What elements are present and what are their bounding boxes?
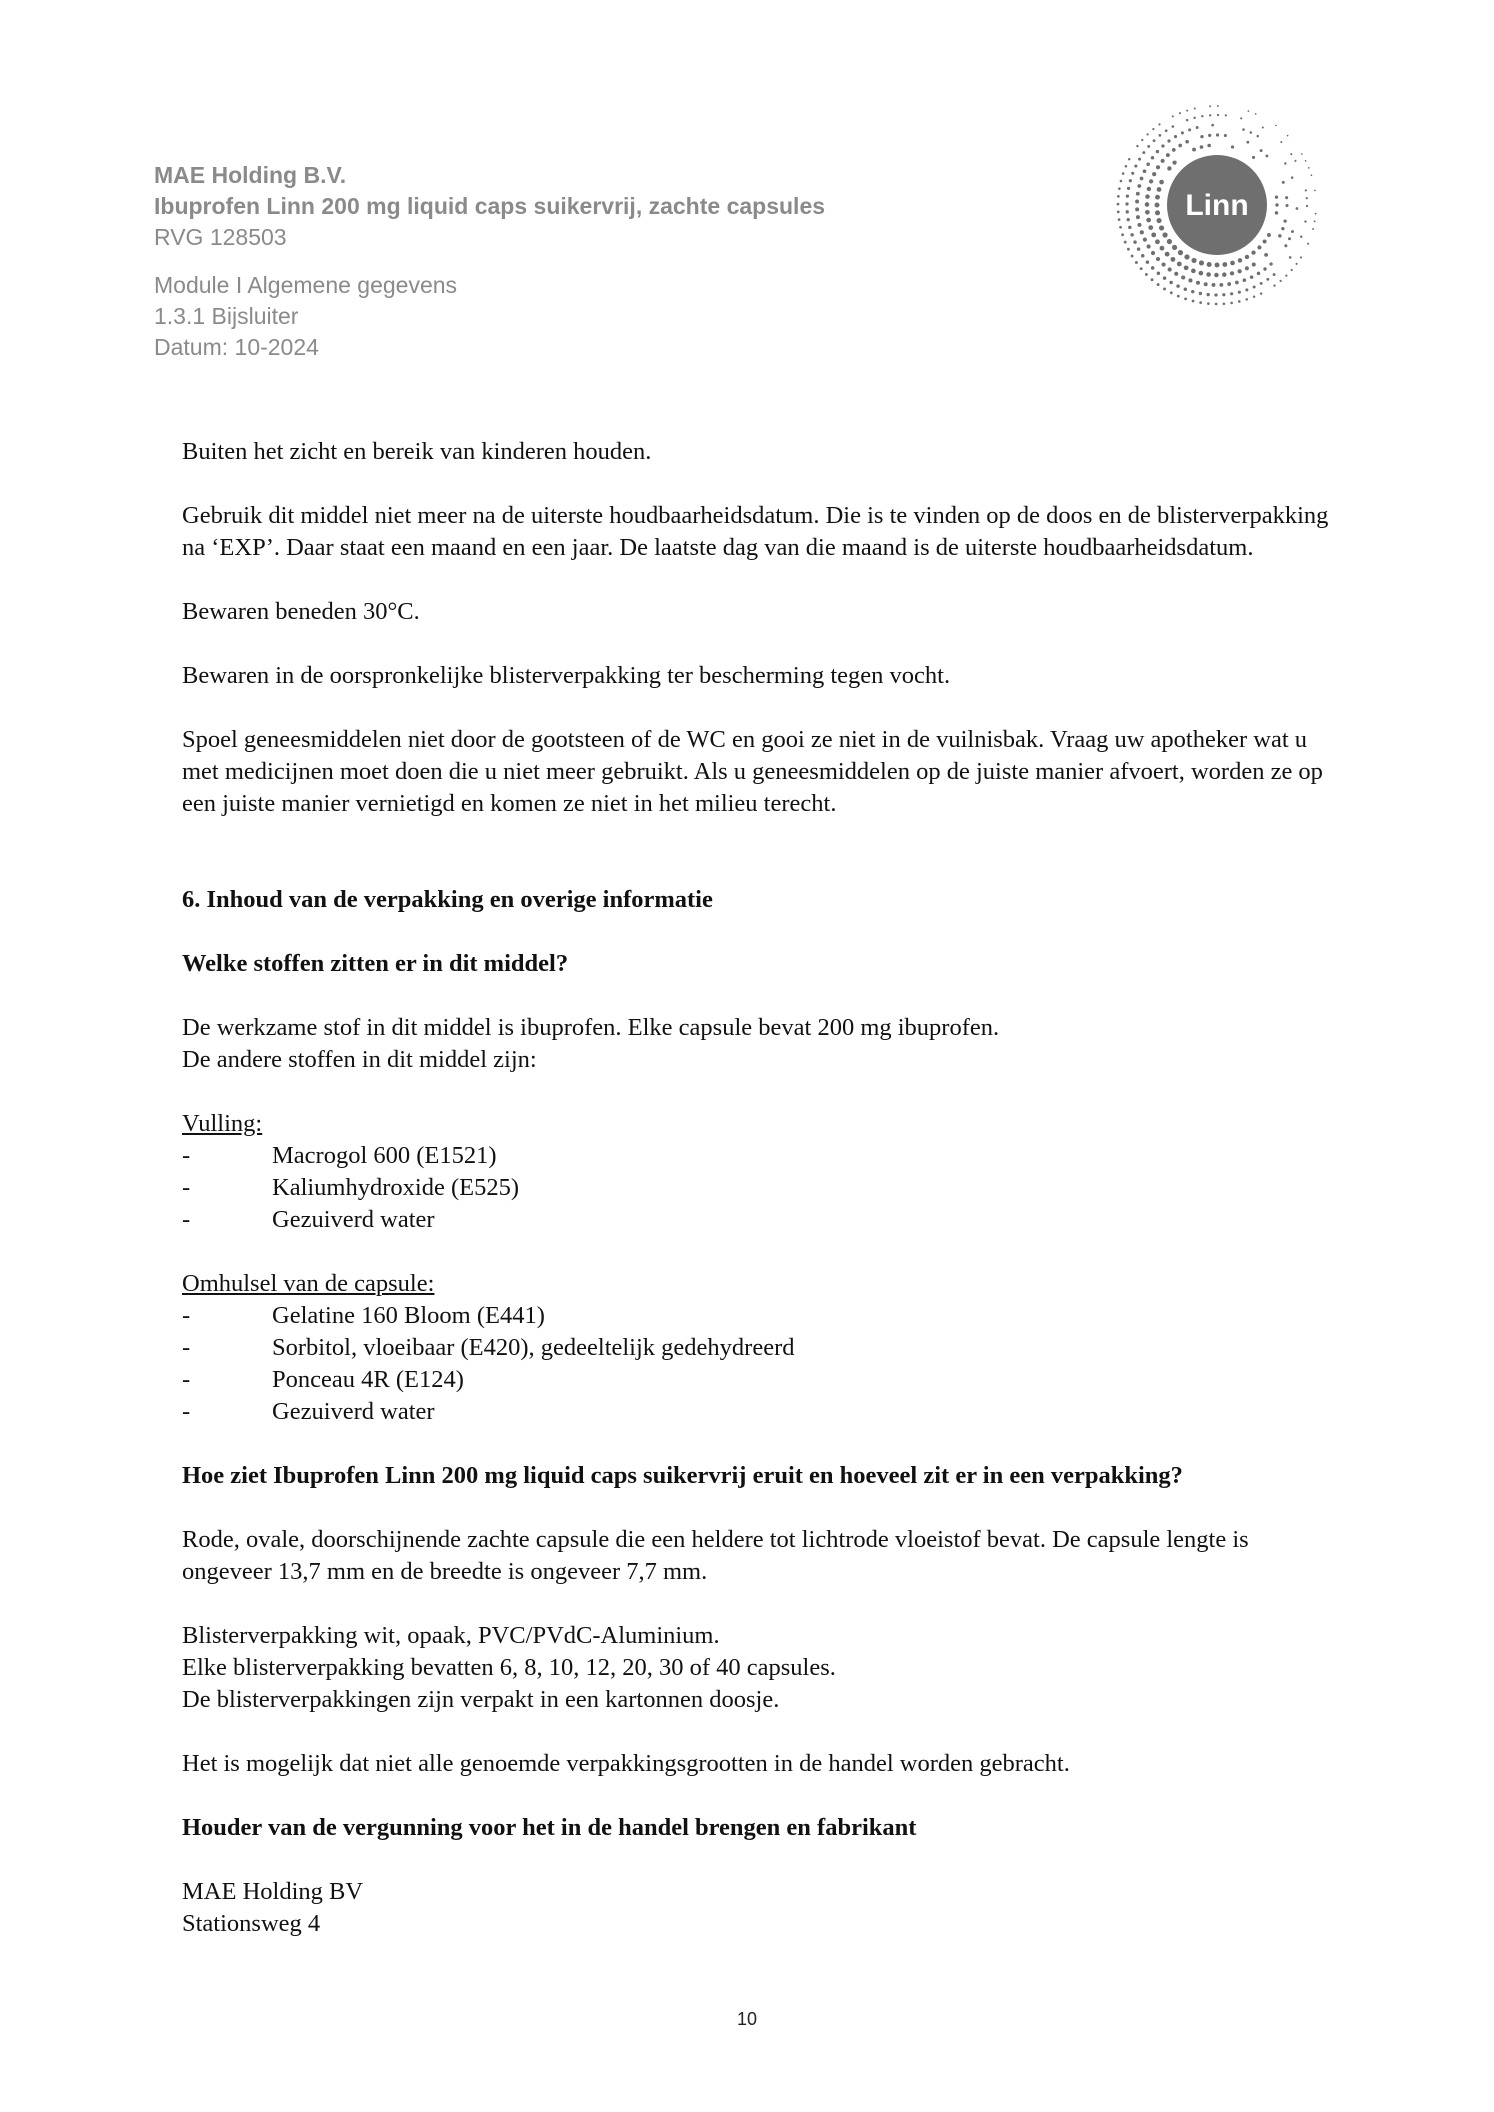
logo-dot (1290, 153, 1292, 155)
logo-dot (1214, 293, 1217, 296)
logo-dot (1207, 293, 1210, 296)
logo-dot (1222, 272, 1226, 276)
ingredient-text: Kaliumhydroxide (E525) (272, 1174, 519, 1201)
logo-dot (1314, 189, 1316, 191)
header-company: MAE Holding B.V. (154, 162, 347, 188)
list-dash: - (182, 1174, 191, 1201)
logo-dot (1184, 297, 1187, 300)
logo-dot (1157, 272, 1161, 276)
logo-dot (1163, 288, 1166, 291)
logo-dot (1165, 129, 1168, 132)
logo-dot (1245, 255, 1249, 259)
logo-dot (1231, 145, 1234, 148)
logo-dot (1155, 195, 1160, 200)
logo-dot (1147, 187, 1151, 191)
logo-dot (1147, 145, 1150, 148)
logo-dot (1230, 302, 1233, 305)
logo-dot (1191, 290, 1194, 293)
logo-dot (1178, 144, 1182, 148)
logo-dot (1257, 245, 1261, 249)
logo-dot (1300, 235, 1302, 237)
logo-dot (1176, 284, 1179, 287)
logo-dot (1156, 218, 1161, 223)
logo-dot (1163, 276, 1167, 280)
logo-dot (1151, 278, 1154, 281)
logo-dot (1215, 263, 1220, 268)
list-item (182, 1140, 1332, 1172)
logo-dot (1159, 134, 1162, 137)
logo-dot (1152, 128, 1154, 130)
logo-dot (1125, 202, 1128, 205)
logo-dot (1248, 110, 1250, 112)
logo-dot (1136, 215, 1140, 219)
logo-dot (1266, 278, 1269, 281)
logo-dot (1306, 205, 1308, 207)
list-dash: - (182, 1398, 191, 1425)
logo-dot (1137, 184, 1141, 188)
logo-dot (1275, 203, 1278, 206)
logo-dot (1166, 153, 1170, 157)
logo-dot (1305, 160, 1307, 162)
logo-dot (1188, 128, 1191, 131)
leaflet-body (182, 436, 1332, 1940)
logo-dot (1193, 117, 1195, 119)
logo-dot (1260, 149, 1263, 152)
logo-dot (1125, 165, 1128, 168)
logo-dot (1158, 123, 1160, 125)
logo-dot (1262, 126, 1264, 128)
list-item (182, 1364, 1332, 1396)
logo-dot (1167, 166, 1171, 170)
logo-dot (1146, 133, 1148, 135)
logo-dot (1186, 110, 1188, 112)
logo-dot (1156, 150, 1159, 153)
logo-dot (1174, 135, 1177, 138)
logo-dot (1278, 234, 1281, 237)
logo-dot (1145, 210, 1150, 215)
holder-street: Stationsweg 4 (182, 1910, 321, 1937)
logo-dot (1128, 226, 1131, 229)
logo-dot (1257, 272, 1261, 276)
logo-dot (1296, 263, 1298, 265)
logo-dot (1153, 139, 1156, 142)
list-dash: - (182, 1206, 191, 1233)
logo-dot (1207, 144, 1211, 148)
logo-dot (1267, 233, 1271, 237)
logo-dot (1281, 227, 1284, 230)
logo-dot (1250, 131, 1253, 134)
logo-dot (1230, 261, 1235, 266)
logo-dot (1275, 125, 1277, 127)
pack-sizes: Elke blisterverpakking bevatten 6, 8, 10, 12, 20, 30 of 40 capsules. (182, 1654, 836, 1681)
logo-dot (1207, 262, 1212, 267)
logo-dot (1311, 174, 1313, 176)
logo-dot (1135, 207, 1139, 211)
logo-dot (1240, 117, 1242, 119)
logo-dot (1191, 269, 1196, 274)
logo-dot (1126, 195, 1129, 198)
ingredient-text: Gezuiverd water (272, 1206, 435, 1233)
logo-dot (1145, 202, 1150, 207)
logo-dot (1217, 105, 1219, 107)
logo-dot (1200, 135, 1203, 138)
appearance-question: Hoe ziet Ibuprofen Linn 200 mg liquid caps suikervrij eruit en hoeveel zit er in een verpakking? (182, 1462, 1183, 1489)
logo-dot (1120, 180, 1123, 183)
logo-dot (1151, 266, 1155, 270)
appearance-text: Rode, ovale, doorschijnende zachte capsule die een heldere tot lichtrode vloeistof bevat. De capsule lengte is ongeveer 13,7 mm en de breedte is ongeveer 7,7 mm. (182, 1526, 1249, 1585)
list-dash: - (182, 1366, 191, 1393)
logo-dot (1264, 253, 1268, 257)
logo-dot (1130, 233, 1133, 236)
logo-dot (1204, 282, 1208, 286)
logo-dot (1214, 273, 1219, 278)
logo-dot (1304, 220, 1306, 222)
pack-carton: De blisterverpakkingen zijn verpakt in een kartonnen doosje. (182, 1686, 780, 1713)
section-6-heading: 6. Inhoud van de verpakking en overige informatie (182, 886, 713, 913)
logo-dot (1243, 278, 1247, 282)
logo-dot (1314, 220, 1316, 222)
list-item (182, 1172, 1332, 1204)
logo-dot (1128, 158, 1130, 160)
logo-dot (1156, 165, 1160, 169)
logo-dot (1185, 140, 1189, 144)
logo-dot (1245, 266, 1249, 270)
logo-dot (1280, 141, 1282, 143)
logo-dot (1242, 128, 1245, 131)
logo-dot (1121, 233, 1124, 236)
storage-temperature: Bewaren beneden 30°C. (182, 598, 420, 625)
logo-dot (1305, 189, 1307, 191)
logo-dot (1252, 263, 1256, 267)
logo-dot (1136, 145, 1138, 147)
header-rvg: RVG 128503 (154, 224, 287, 250)
logo-dot (1131, 255, 1134, 258)
logo-dot (1178, 250, 1183, 255)
logo-dot (1245, 288, 1248, 291)
holder-heading: Houder van de vergunning voor het in de handel brengen en fabrikant (182, 1814, 917, 1841)
logo-dot (1284, 162, 1286, 164)
logo-dot (1217, 114, 1219, 116)
logo-dot (1223, 302, 1226, 305)
logo-dot (1181, 131, 1184, 134)
logo-dot (1143, 238, 1147, 242)
list-item (182, 1396, 1332, 1428)
logo-dot (1151, 156, 1155, 160)
logo-dot (1179, 112, 1181, 114)
logo-dot (1250, 275, 1254, 279)
logo-dot (1177, 295, 1180, 298)
shell-label: Omhulsel van de capsule: (182, 1270, 435, 1297)
logo-dot (1238, 300, 1241, 303)
logo-dot (1251, 250, 1255, 254)
logo-dot (1184, 288, 1187, 291)
logo-dot (1200, 145, 1204, 149)
logo-dot (1315, 213, 1317, 215)
ingredient-text: Macrogol 600 (E1521) (272, 1142, 497, 1169)
logo-dot (1122, 172, 1125, 175)
logo-dot (1142, 151, 1145, 154)
logo-dot (1230, 292, 1233, 295)
logo-dot (1162, 232, 1167, 237)
document-header (154, 160, 825, 363)
logo-dot (1207, 302, 1210, 305)
logo-dot (1238, 291, 1241, 294)
logo-dot (1156, 257, 1160, 261)
logo-dot (1196, 281, 1200, 285)
logo-dot (1157, 187, 1162, 192)
pack-material: Blisterverpakking wit, opaak, PVC/PVdC-Aluminium. (182, 1622, 720, 1649)
logo-dot (1160, 246, 1165, 251)
logo-dot (1224, 134, 1227, 137)
logo-dot (1172, 125, 1175, 128)
logo-dot (1159, 225, 1164, 230)
logo-dot (1172, 160, 1176, 164)
logo-text: Linn (1185, 189, 1249, 222)
ingredients-question: Welke stoffen zitten er in dit middel? (182, 950, 569, 977)
logo-dot (1275, 196, 1278, 199)
header-product: Ibuprofen Linn 200 mg liquid caps suikervrij, zachte capsules (154, 193, 826, 219)
logo-dot (1301, 153, 1303, 155)
logo-dot (1177, 262, 1182, 267)
logo-dot (1291, 230, 1294, 233)
logo-dot (1238, 258, 1243, 263)
logo-dot (1184, 254, 1189, 259)
logo-dot (1246, 298, 1249, 301)
logo-dot (1211, 124, 1214, 127)
logo-dot (1285, 274, 1287, 276)
header-date: Datum: 10-2024 (154, 334, 319, 360)
logo-dot (1307, 243, 1309, 245)
logo-dot (1209, 114, 1211, 116)
logo-dot (1127, 218, 1130, 221)
logo-dot (1265, 154, 1268, 157)
logo-dot (1284, 244, 1287, 247)
logo-dot (1186, 119, 1189, 122)
logo-dot (1219, 283, 1223, 287)
logo-dot (1296, 207, 1299, 210)
logo-dot (1161, 144, 1164, 147)
logo-dot (1157, 283, 1160, 286)
logo-dot (1308, 167, 1310, 169)
logo-dot (1199, 292, 1202, 295)
logo-dot (1253, 285, 1256, 288)
logo-dot (1118, 218, 1121, 221)
logo-dot (1255, 113, 1257, 115)
logo-dot (1140, 177, 1144, 181)
logo-dot (1172, 245, 1177, 250)
logo-dot (1146, 260, 1150, 264)
logo-dot (1279, 280, 1281, 282)
logo-dot (1227, 282, 1231, 286)
logo-dot (1172, 148, 1176, 152)
logo-dot (1118, 187, 1121, 190)
shell-list (182, 1300, 1332, 1428)
ingredient-text: Ponceau 4R (E124) (272, 1366, 464, 1393)
logo-dot (1155, 210, 1160, 215)
logo-dot (1152, 172, 1156, 176)
logo-dot (1127, 187, 1130, 190)
market-note: Het is mogelijk dat niet alle genoemde verpakkingsgrootten in de handel worden gebracht. (182, 1750, 1070, 1777)
logo-dot (1134, 165, 1137, 168)
logo-dot (1237, 269, 1241, 273)
logo-dot (1145, 194, 1150, 199)
list-item (182, 1332, 1332, 1364)
list-item (182, 1300, 1332, 1332)
logo-dot (1283, 219, 1286, 222)
logo-dot (1171, 257, 1176, 262)
storage-expiry: Gebruik dit middel niet meer na de uiterste houdbaarheidsdatum. Die is te vinden op de doos en de blisterverpakking na ‘EXP’. Daar staat een maand en een jaar. De laatste dag van die maand is de uiterste houdbaarheidsdatum. (182, 502, 1329, 561)
logo-dot (1199, 301, 1202, 304)
logo-dot (1188, 278, 1192, 282)
logo-dot (1312, 228, 1314, 230)
filling-list (182, 1140, 1332, 1236)
logo-dot (1126, 210, 1129, 213)
logo-dot (1260, 282, 1263, 285)
list-dash: - (182, 1334, 191, 1361)
logo-dot (1147, 244, 1151, 248)
logo-dot (1155, 239, 1160, 244)
logo-dot (1181, 275, 1185, 279)
logo-dot (1141, 139, 1143, 141)
logo-dot (1273, 284, 1275, 286)
holder-name: MAE Holding BV (182, 1878, 364, 1905)
logo-dot (1287, 135, 1289, 137)
list-item (182, 1204, 1332, 1236)
logo-dot (1216, 133, 1219, 136)
logo-dot (1194, 108, 1196, 110)
logo-dot (1151, 251, 1155, 255)
logo-dot (1206, 272, 1211, 277)
logo-dot (1285, 196, 1288, 199)
logo-dot (1230, 271, 1234, 275)
logo-dot (1269, 262, 1272, 265)
logo-dot (1137, 247, 1141, 251)
linn-logo (1112, 100, 1322, 310)
logo-dot (1168, 267, 1172, 271)
logo-dot (1209, 105, 1211, 107)
list-dash: - (182, 1302, 191, 1329)
logo-dot (1192, 148, 1196, 152)
logo-dot (1199, 271, 1204, 276)
logo-dot (1137, 223, 1141, 227)
logo-dot (1282, 181, 1285, 184)
logo-dot (1246, 141, 1249, 144)
logo-dot (1138, 158, 1141, 161)
logo-dot (1212, 283, 1216, 287)
logo-dot (1146, 218, 1151, 223)
logo-dot (1135, 200, 1139, 204)
header-section: 1.3.1 Bijsluiter (154, 303, 299, 329)
logo-dot (1263, 240, 1267, 244)
logo-dot (1127, 248, 1130, 251)
logo-dot (1146, 162, 1150, 166)
logo-dot (1235, 281, 1239, 285)
filling-label: Vulling: (182, 1110, 263, 1137)
logo-dot (1253, 296, 1255, 298)
logo-dot (1165, 252, 1170, 257)
logo-dot (1291, 176, 1294, 179)
logo-dot (1222, 293, 1225, 296)
storage-children: Buiten het zicht en bereik van kinderen houden. (182, 438, 652, 465)
storage-moisture: Bewaren in de oorspronkelijke blisterverpakking ter bescherming tegen vocht. (182, 662, 951, 689)
logo-dot (1199, 260, 1204, 265)
logo-dot (1149, 179, 1153, 183)
ingredient-text: Sorbitol, vloeibaar (E420), gedeeltelijk gedehydreerd (272, 1334, 795, 1361)
logo-dot (1291, 269, 1293, 271)
logo-dot (1135, 261, 1138, 264)
logo-dot (1141, 254, 1145, 258)
logo-dot (1140, 230, 1144, 234)
logo-dot (1288, 237, 1291, 240)
logo-dot (1285, 204, 1288, 207)
logo-dot (1148, 225, 1153, 230)
logo-dot (1169, 281, 1172, 284)
logo-dot (1159, 180, 1164, 185)
logo-dot (1300, 256, 1302, 258)
logo-dot (1192, 300, 1195, 303)
list-dash: - (182, 1142, 191, 1169)
logo-dot (1124, 241, 1127, 244)
logo-dot (1117, 203, 1120, 206)
logo-dot (1170, 291, 1173, 294)
active-substance: De werkzame stof in dit middel is ibuprofen. Elke capsule bevat 200 mg ibuprofen. (182, 1014, 1000, 1041)
disposal-advice: Spoel geneesmiddelen niet door de gootsteen of de WC en gooi ze niet in de vuilnisbak. Vraag uw apotheker wat u met medicijnen moet doen die u niet meer gebruikt. Als u geneesmiddelen op de juiste manier afvoert, worden ze op een juiste manier vernietigd en komen ze niet in het milieu terecht. (182, 726, 1323, 817)
logo-dot (1263, 267, 1266, 270)
logo-dot (1161, 159, 1165, 163)
logo-dot (1145, 273, 1148, 276)
logo-dot (1222, 262, 1227, 267)
logo-dot (1294, 160, 1296, 162)
logo-dot (1196, 126, 1199, 129)
logo-dot (1167, 139, 1170, 142)
logo-dot (1225, 114, 1227, 116)
header-module: Module I Algemene gegevens (154, 272, 458, 298)
ingredient-text: Gelatine 160 Bloom (E441) (272, 1302, 545, 1329)
logo-dot (1119, 226, 1122, 229)
logo-dot (1133, 240, 1136, 243)
ingredient-text: Gezuiverd water (272, 1398, 435, 1425)
logo-dot (1143, 169, 1147, 173)
logo-dot (1140, 267, 1143, 270)
logo-dot (1252, 156, 1255, 159)
logo-dot (1162, 262, 1166, 266)
logo-dot (1117, 195, 1120, 198)
logo-dot (1131, 172, 1134, 175)
other-substances-intro: De andere stoffen in dit middel zijn: (182, 1046, 537, 1073)
logo-dot (1289, 256, 1292, 259)
logo-dot (1155, 203, 1160, 208)
logo-dot (1208, 134, 1211, 137)
logo-dot (1191, 258, 1196, 263)
page-number: 10 (737, 2009, 758, 2029)
logo-dot (1117, 211, 1120, 214)
logo-dot (1215, 303, 1218, 306)
logo-dot (1260, 292, 1262, 294)
logo-dot (1306, 197, 1308, 199)
logo-dot (1275, 211, 1279, 215)
logo-dot (1167, 239, 1172, 244)
logo-dot (1273, 273, 1276, 276)
logo-dot (1172, 115, 1174, 117)
logo-dot (1129, 179, 1132, 182)
logo-dot (1174, 272, 1178, 276)
logo-dot (1136, 192, 1140, 196)
logo-dot (1257, 135, 1260, 138)
logo-dot (1151, 232, 1156, 237)
logo-dot (1201, 115, 1203, 117)
logo-dot (1184, 265, 1189, 270)
